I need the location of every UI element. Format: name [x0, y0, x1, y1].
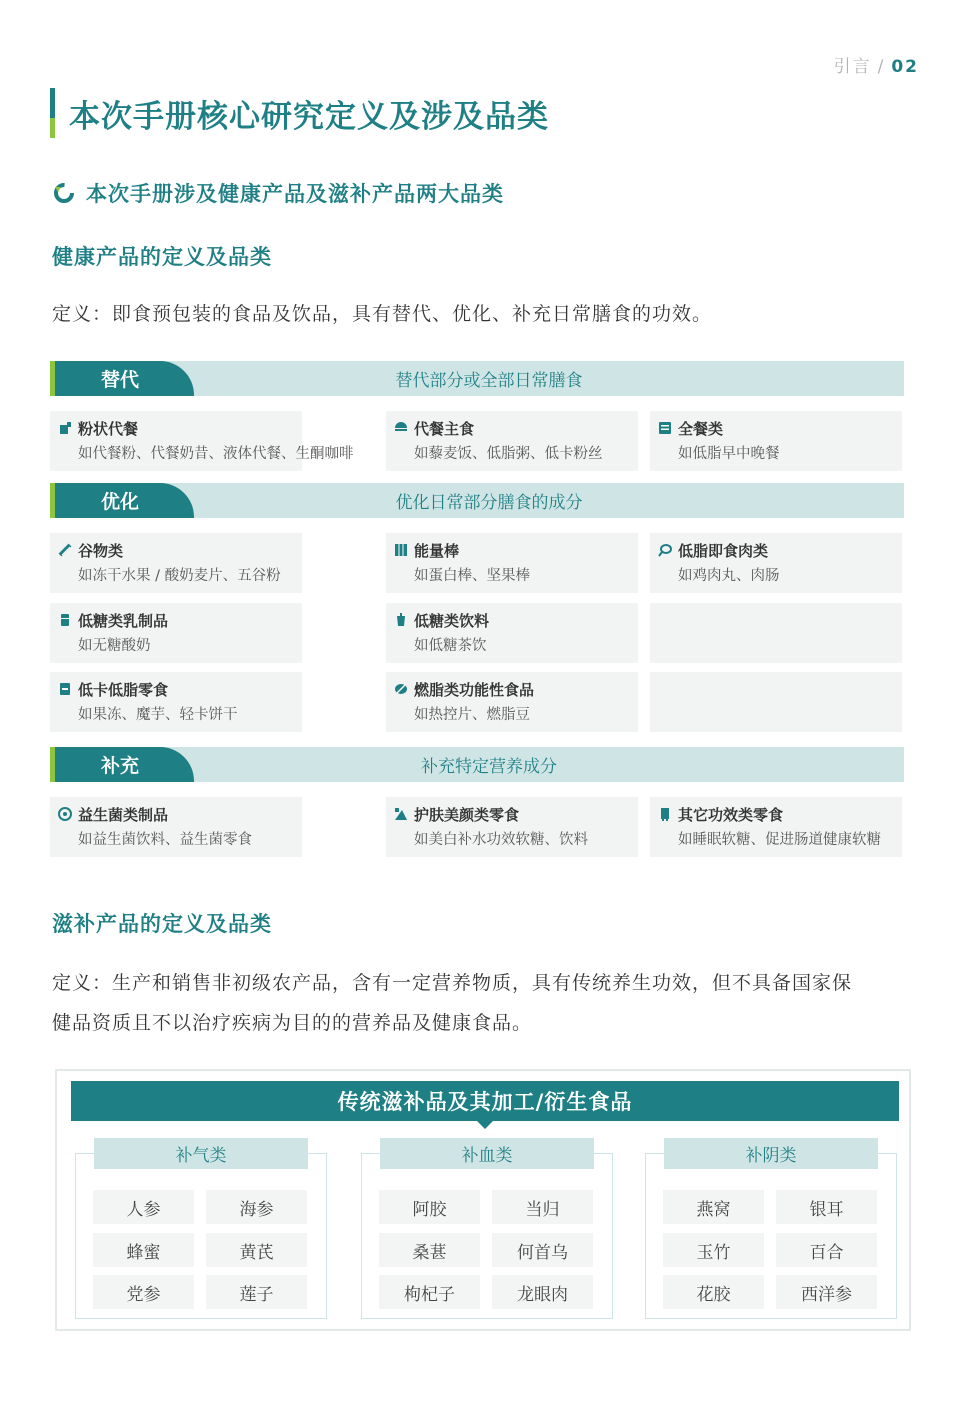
tonic-definition-line1: 定义：生产和销售非初级农产品，含有一定营养物质，具有传统养生功效，但不具备国家保	[52, 972, 853, 994]
other-icon	[658, 807, 672, 821]
card-example: 如代餐粉、代餐奶昔、液体代餐、生酮咖啡	[78, 446, 354, 462]
card-example: 如冻干水果 / 酸奶麦片、五谷粉	[78, 568, 281, 584]
card-example: 如睡眠软糖、促进肠道健康软糖	[678, 832, 881, 848]
page-section: 引言	[833, 57, 872, 77]
band-desc: 替代部分或全部日常膳食	[395, 371, 583, 391]
card-example: 如藜麦饭、低脂粥、低卡粉丝	[414, 446, 603, 462]
tonic-section-title: 滋补产品的定义及品类	[52, 912, 272, 936]
tonic-item: 桑葚	[379, 1233, 480, 1267]
bar-icon	[394, 543, 408, 557]
refresh-circle-icon	[52, 181, 76, 205]
product-card	[650, 411, 902, 471]
tonic-group-yin	[645, 1146, 897, 1319]
tonic-item: 西洋参	[776, 1275, 877, 1309]
product-card	[50, 797, 302, 857]
group-title: 补气类	[94, 1138, 308, 1169]
card-name: 代餐主食	[414, 419, 475, 438]
card-name: 其它功效类零食	[678, 805, 784, 824]
category-band-replace	[50, 361, 904, 396]
card-name: 低卡低脂零食	[78, 680, 169, 699]
card-name: 低脂即食肉类	[678, 541, 769, 560]
pill-icon	[394, 682, 408, 696]
card-name: 护肤美颜类零食	[414, 805, 520, 824]
group-title: 补血类	[380, 1138, 594, 1169]
product-card	[650, 533, 902, 593]
card-example: 如益生菌饮料、益生菌零食	[78, 832, 252, 848]
product-card	[386, 603, 638, 663]
tonic-item: 黄芪	[206, 1233, 307, 1267]
tonic-item: 蜂蜜	[93, 1233, 194, 1267]
product-card	[386, 672, 638, 732]
category-band-optimize	[50, 483, 904, 518]
tonic-item: 海参	[206, 1190, 307, 1224]
card-example: 如低脂早中晚餐	[678, 446, 780, 462]
page-title	[50, 88, 549, 138]
tonic-item: 玉竹	[663, 1233, 764, 1267]
tonic-item: 莲子	[206, 1275, 307, 1309]
band-tag: 优化	[50, 483, 194, 518]
tonic-item: 百合	[776, 1233, 877, 1267]
title-accent-bar	[50, 88, 55, 138]
card-example: 如果冻、魔芋、轻卡饼干	[78, 707, 238, 723]
tonic-definition-line2: 健品资质且不以治疗疾病为目的的营养品及健康食品。	[52, 1012, 533, 1034]
card-example: 如无糖酸奶	[78, 638, 151, 654]
tonic-group-blood	[361, 1146, 613, 1319]
empty-card	[650, 603, 902, 663]
product-card	[386, 797, 638, 857]
tonic-item: 当归	[492, 1190, 593, 1224]
card-name: 燃脂类功能性食品	[414, 680, 535, 699]
card-name: 低糖类乳制品	[78, 611, 169, 630]
card-name: 谷物类	[78, 541, 124, 560]
card-name: 全餐类	[678, 419, 724, 438]
product-card	[50, 603, 302, 663]
group-title: 补阴类	[664, 1138, 878, 1169]
product-card	[386, 411, 638, 471]
page-number	[834, 52, 919, 77]
tonic-item: 花胶	[663, 1275, 764, 1309]
card-name: 益生菌类制品	[78, 805, 169, 824]
subheading-text: 本次手册涉及健康产品及滋补产品两大品类	[86, 182, 504, 206]
card-example: 如鸡肉丸、肉肠	[678, 568, 780, 584]
tonic-item: 龙眼肉	[492, 1275, 593, 1309]
health-definition: 定义：即食预包装的食品及饮品，具有替代、优化、补充日常膳食的功效。	[52, 303, 713, 325]
bowl-icon	[394, 421, 408, 435]
probiotic-icon	[58, 807, 72, 821]
drink-icon	[394, 613, 408, 627]
tonic-item: 何首乌	[492, 1233, 593, 1267]
product-card	[50, 672, 302, 732]
band-tag: 替代	[50, 361, 194, 396]
powder-icon	[58, 421, 72, 435]
subheading	[52, 178, 504, 208]
category-band-supplement	[50, 747, 904, 782]
card-example: 如低糖茶饮	[414, 638, 487, 654]
product-card	[386, 533, 638, 593]
product-card	[650, 797, 902, 857]
tonic-item: 燕窝	[663, 1190, 764, 1224]
card-name: 能量棒	[414, 541, 460, 560]
tonic-category-panel	[55, 1069, 911, 1331]
product-card	[50, 533, 302, 593]
product-card	[50, 411, 354, 471]
card-name: 粉状代餐	[78, 419, 139, 438]
page-slash: /	[877, 57, 886, 77]
tonic-item: 银耳	[776, 1190, 877, 1224]
grain-icon	[58, 543, 72, 557]
health-section-title: 健康产品的定义及品类	[52, 245, 272, 269]
card-example: 如热控片、燃脂豆	[414, 707, 530, 723]
meat-icon	[658, 543, 672, 557]
tonic-banner: 传统滋补品及其加工/衍生食品	[71, 1081, 899, 1121]
tonic-group-qi	[75, 1146, 327, 1319]
tonic-item: 枸杞子	[379, 1275, 480, 1309]
card-example: 如蛋白棒、坚果棒	[414, 568, 530, 584]
meal-box-icon	[658, 421, 672, 435]
card-example: 如美白补水功效软糖、饮料	[414, 832, 588, 848]
milk-icon	[58, 613, 72, 627]
band-desc: 优化日常部分膳食的成分	[395, 493, 583, 513]
page-num-value: 02	[891, 57, 919, 77]
tonic-item: 党参	[93, 1275, 194, 1309]
empty-card	[650, 672, 902, 732]
tonic-item: 人参	[93, 1190, 194, 1224]
card-name: 低糖类饮料	[414, 611, 490, 630]
beauty-icon	[394, 807, 408, 821]
snack-icon	[58, 682, 72, 696]
band-desc: 补充特定营养成分	[421, 757, 557, 777]
band-tag: 补充	[50, 747, 194, 782]
tonic-item: 阿胶	[379, 1190, 480, 1224]
page-title-text: 本次手册核心研究定义及涉及品类	[69, 98, 549, 135]
